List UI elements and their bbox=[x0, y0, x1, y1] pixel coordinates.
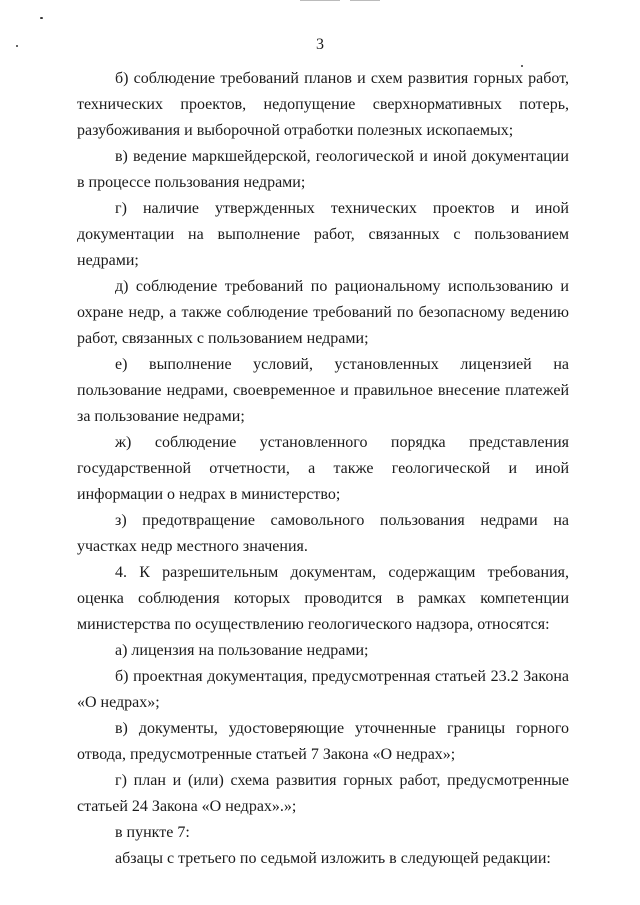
document-body bbox=[77, 66, 569, 872]
paragraph-4a: а) лицензия на пользование недрами; bbox=[115, 642, 369, 659]
scan-edge-line bbox=[350, 0, 380, 1]
paragraph-zh: ж) соблюдение установленного порядка представления государственной отчетности, а также геологической и иной информации о недрах в министерство; bbox=[77, 434, 569, 503]
paragraph-4v: в) документы, удостоверяющие уточненные границы горного отвода, предусмотренные статьей 7 Закона «О недрах»; bbox=[77, 720, 569, 763]
paragraph-g: г) наличие утвержденных технических проектов и иной документации на выполнение работ, связанных с пользованием недрами; bbox=[77, 200, 569, 269]
paragraph-point-7: в пункте 7: bbox=[115, 824, 190, 841]
paragraph-b: б) соблюдение требований планов и схем развития горных работ, технических проектов, недопущение сверхнормативных потерь, разубоживания и выборочной отработки полезных ископаемых; bbox=[77, 70, 569, 139]
paragraph-z: з) предотвращение самовольного пользования недрами на участках недр местного значения. bbox=[77, 512, 569, 555]
scan-edge-line bbox=[300, 0, 340, 1]
paragraph-4b: б) проектная документация, предусмотренная статьей 23.2 Закона «О недрах»; bbox=[77, 668, 569, 711]
paragraph-e: е) выполнение условий, установленных лицензией на пользование недрами, своевременное и правильное внесение платежей за пользование недрами; bbox=[77, 356, 569, 425]
paragraph-4g: г) план и (или) схема развития горных работ, предусмотренные статьей 24 Закона «О недрах».»; bbox=[77, 772, 569, 815]
paragraph-abzacy: абзацы с третьего по седьмой изложить в следующей редакции: bbox=[115, 850, 551, 867]
paragraph-d: д) соблюдение требований по рациональному использованию и охране недр, а также соблюдение требований по безопасному ведению работ, связанных с пользованием недрами; bbox=[77, 278, 569, 347]
paragraph-v: в) ведение маркшейдерской, геологической и иной документации в процессе пользования недрами; bbox=[77, 148, 569, 191]
paragraph-4: 4. К разрешительным документам, содержащим требования, оценка соблюдения которых проводится в рамках компетенции министерства по осуществлению геологического надзора, относятся: bbox=[77, 564, 569, 633]
scan-speck bbox=[40, 17, 43, 19]
page-number: 3 bbox=[316, 36, 324, 53]
